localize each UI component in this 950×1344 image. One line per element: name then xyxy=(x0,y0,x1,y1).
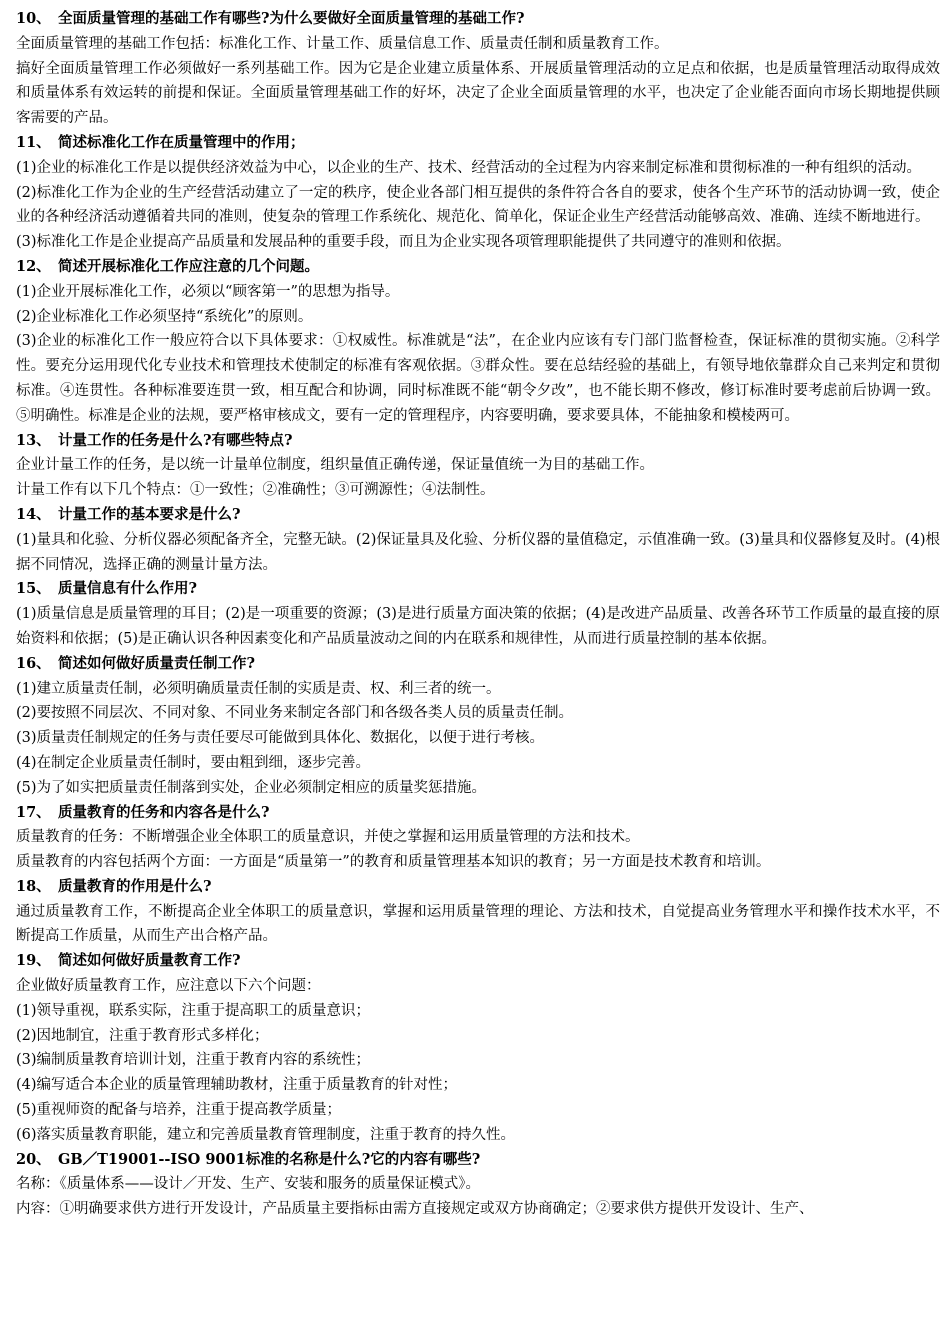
answer-paragraph: (4)在制定企业质量责任制时，要由粗到细，逐步完善。 xyxy=(16,754,371,771)
question-number: 11、 xyxy=(16,133,51,151)
answer-paragraph: (3)质量责任制规定的任务与责任要尽可能做到具体化、数据化，以便于进行考核。 xyxy=(16,730,545,747)
answer-paragraph: (1)企业的标准化工作是以提供经济效益为中心，以企业的生产、技术、经营活动的全过程为内容来制定标准和贯彻标准的一种有组织的活动。 xyxy=(16,159,922,176)
answer-paragraph: 通过质量教育工作，不断提高企业全体职工的质量意识，掌握和运用质量管理的理论、方法和技术，自觉提高业务管理水平和操作技术水平，不断提高工作质量，从而生产出合格产品。 xyxy=(16,903,940,945)
answer-paragraph: 全面质量管理的基础工作包括：标准化工作、计量工作、质量信息工作、质量责任制和质量教育工作。 xyxy=(16,35,669,52)
question-title: 全面质量管理的基础工作有哪些?为什么要做好全面质量管理的基础工作? xyxy=(58,10,525,27)
question-13 xyxy=(16,429,940,503)
question-heading xyxy=(16,503,940,528)
question-12 xyxy=(16,255,940,429)
answer-paragraph: (3)企业的标准化工作一般应符合以下具体要求：①权威性。标准就是“法”，在企业内应该有专门部门监督检查，保证标准的贯彻实施。②科学性。要充分运用现代化专业技术和管理技术使制定的标准有客观依据。③群众性。要在总结经验的基础上，有领导地依靠群众自己来判定和贯彻标准。④连贯性。各种标准要连贯一致，相互配合和协调，同时标准既不能“朝令夕改”，也不能长期不修改，修订标准时要考虑前后协调一致。⑤明确性。标准是企业的法规，要严格审核成文，要有一定的管理程序，内容要明确，要求要具体，不能抽象和模棱两可。 xyxy=(16,333,940,424)
answer-paragraph: (6)落实质量教育职能，建立和完善质量教育管理制度，注重于教育的持久性。 xyxy=(16,1126,516,1143)
question-heading xyxy=(16,7,940,32)
question-number: 13、 xyxy=(16,431,51,449)
question-title: 质量信息有什么作用? xyxy=(58,580,197,598)
question-number: 16、 xyxy=(16,654,51,672)
question-heading xyxy=(16,131,940,156)
answer-paragraph: 名称：《质量体系——设计／开发、生产、安装和服务的质量保证模式》。 xyxy=(16,1176,480,1193)
answer-paragraph: 搞好全面质量管理工作必须做好一系列基础工作。因为它是企业建立质量体系、开展质量管理活动的立足点和依据，也是质量管理活动取得成效和质量体系有效运转的前提和保证。全面质量管理基础工作的好坏，决定了企业全面质量管理的水平，也决定了企业能否面向市场长期地提供顾客需要的产品。 xyxy=(16,60,940,127)
answer-paragraph: (1)质量信息是质量管理的耳目；(2)是一项重要的资源；(3)是进行质量方面决策的依据；(4)是改进产品质量、改善各环节工作质量的最直接的原始资料和依据；(5)是正确认识各种因素变化和产品质量波动之间的内在联系和规律性，从而进行质量控制的基本依据。 xyxy=(16,606,940,647)
answer-paragraph: 企业计量工作的任务，是以统一计量单位制度，组织量值正确传递，保证量值统一为目的基础工作。 xyxy=(16,457,654,474)
answer-paragraph: (1)建立质量责任制，必须明确质量责任制的实质是责、权、利三者的统一。 xyxy=(16,680,501,697)
question-heading xyxy=(16,429,940,454)
answer-paragraph: (1)企业开展标准化工作，必须以“顾客第一”的思想为指导。 xyxy=(16,283,400,300)
question-title: 计量工作的任务是什么?有哪些特点? xyxy=(58,431,293,449)
answer-paragraph: 质量教育的任务：不断增强企业全体职工的质量意识，并使之掌握和运用质量管理的方法和技术。 xyxy=(16,829,640,846)
answer-paragraph: (2)要按照不同层次、不同对象、不同业务来制定各部门和各级各类人员的质量责任制。 xyxy=(16,705,574,722)
question-title: 质量教育的作用是什么? xyxy=(58,877,212,895)
question-number: 14、 xyxy=(16,505,51,523)
answer-paragraph: (2)企业标准化工作必须坚持“系统化”的原则。 xyxy=(16,308,313,325)
question-title: 简述如何做好质量教育工作? xyxy=(58,952,241,970)
question-20 xyxy=(16,1148,940,1222)
question-heading xyxy=(16,577,940,602)
answer-paragraph: (3)标准化工作是企业提高产品质量和发展品种的重要手段，而且为企业实现各项管理职能提供了共同遵守的准则和依据。 xyxy=(16,234,791,251)
question-number: 12、 xyxy=(16,257,51,275)
answer-paragraph: 企业做好质量教育工作，应注意以下六个问题： xyxy=(16,978,321,995)
answer-paragraph: (2)标准化工作为企业的生产经营活动建立了一定的秩序，使企业各部门相互提供的条件符合各自的要求，使各个生产环节的活动协调一致，使企业的各种经济活动遵循着共同的准则，使复杂的管理工作系统化、规范化、简单化，保证企业生产经营活动能够高效、准确、连续不断地进行。 xyxy=(16,184,940,226)
question-heading xyxy=(16,949,940,974)
question-heading xyxy=(16,255,940,280)
question-heading xyxy=(16,652,940,677)
answer-paragraph: (1)领导重视，联系实际，注重于提高职工的质量意识； xyxy=(16,1002,371,1019)
answer-paragraph: (1)量具和化验、分析仪器必须配备齐全，完整无缺。(2)保证量具及化验、分析仪器的量值稳定，示值准确一致。(3)量具和仪器修复及时。(4)根据不同情况，选择正确的测量计量方法。 xyxy=(16,531,940,573)
answer-paragraph: (3)编制质量教育培训计划，注重于教育内容的系统性； xyxy=(16,1052,371,1069)
question-number: 19、 xyxy=(16,952,51,970)
question-title: 计量工作的基本要求是什么? xyxy=(58,505,241,523)
question-number: 17、 xyxy=(16,803,51,821)
answer-paragraph: 计量工作有以下几个特点：①一致性；②准确性；③可溯源性；④法制性。 xyxy=(16,482,495,499)
question-title: 简述如何做好质量责任制工作? xyxy=(58,654,255,672)
question-10 xyxy=(16,7,940,131)
question-18 xyxy=(16,875,940,949)
answer-paragraph: (5)为了如实把质量责任制落到实处，企业必须制定相应的质量奖惩措施。 xyxy=(16,779,487,796)
answer-paragraph: 质量教育的内容包括两个方面：一方面是“质量第一”的教育和质量管理基本知识的教育；另一方面是技术教育和培训。 xyxy=(16,854,771,871)
question-title: 简述标准化工作在质量管理中的作用； xyxy=(58,133,305,151)
question-title: GB／T19001--ISO 9001标准的名称是什么?它的内容有哪些? xyxy=(58,1150,481,1168)
question-title: 简述开展标准化工作应注意的几个问题。 xyxy=(58,257,319,275)
question-19 xyxy=(16,949,940,1147)
question-15 xyxy=(16,577,940,651)
question-11 xyxy=(16,131,940,255)
question-number: 15、 xyxy=(16,580,51,598)
question-number: 18、 xyxy=(16,877,51,895)
question-16 xyxy=(16,652,940,801)
question-14 xyxy=(16,503,940,577)
answer-paragraph: (4)编写适合本企业的质量管理辅助教材，注重于质量教育的针对性； xyxy=(16,1077,458,1094)
question-heading xyxy=(16,801,940,826)
question-heading xyxy=(16,1148,940,1173)
question-number: 10、 xyxy=(16,10,51,27)
answer-paragraph: (5)重视师资的配备与培养，注重于提高教学质量； xyxy=(16,1102,342,1119)
answer-paragraph: 内容：①明确要求供方进行开发设计，产品质量主要指标由需方直接规定或双方协商确定；②要求供方提供开发设计、生产、 xyxy=(16,1201,814,1218)
question-17 xyxy=(16,801,940,875)
question-title: 质量教育的任务和内容各是什么? xyxy=(58,803,270,821)
question-heading xyxy=(16,875,940,900)
answer-paragraph: (2)因地制宜，注重于教育形式多样化； xyxy=(16,1027,269,1044)
question-number: 20、 xyxy=(16,1150,51,1168)
